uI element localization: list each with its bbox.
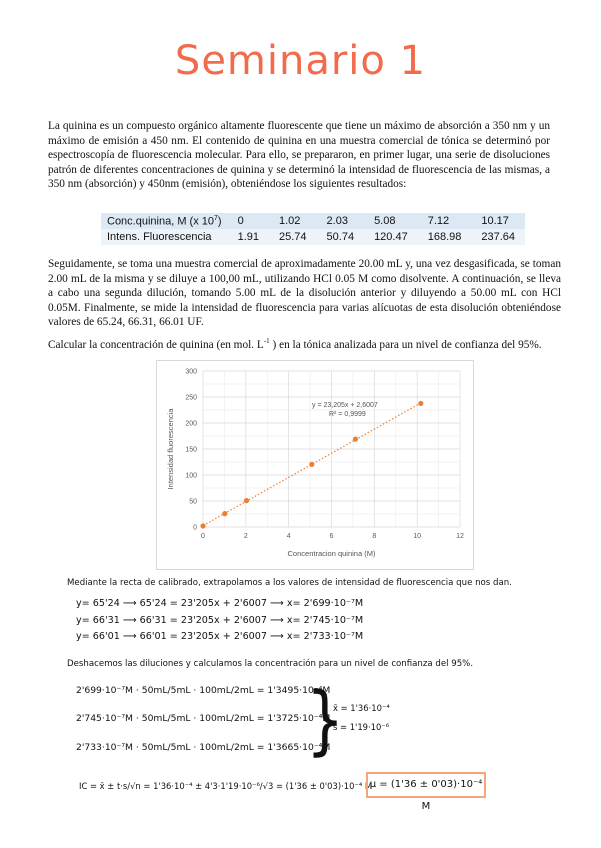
y-tick-label: 150 [185, 446, 197, 454]
y-tick-label: 200 [185, 420, 197, 428]
x-tick-label: 2 [243, 533, 248, 540]
y-tick-label: 50 [189, 498, 197, 506]
table-cell: 120.47 [364, 229, 418, 245]
table-row [101, 213, 525, 229]
dilution-calc-1: 2'699·10⁻⁷M · 50mL/5mL · 100mL/2mL = 1'3495·10⁻⁴M [76, 685, 331, 696]
brace-icon: } [306, 676, 345, 765]
question-paragraph: Calcular la concentración de quinina (en mol. $L^{-1}$ ) en la tónica analizada para un nivel de confianza del 95%. [48, 337, 542, 351]
table-cell: 1.91 [228, 229, 269, 245]
mean-value: x̄ = 1'36·10⁻⁴ [333, 703, 390, 713]
page-title: Seminario 1 [174, 38, 427, 84]
note-calibration: Mediante la recta de calibrado, extrapolamos a los valores de intensidad de fluorescencia que nos dan. [67, 578, 512, 588]
trend-r2: R² = 0,9999 [329, 411, 366, 418]
handwritten-equation-1: y= 65'24 ⟶ 65'24 = 23'205x + 2'6007 ⟶ x= 2'699·10⁻⁷M [76, 598, 364, 609]
y-tick-label: 250 [185, 394, 197, 402]
data-point [309, 462, 314, 467]
x-tick-label: 4 [286, 533, 291, 540]
final-result-box: μ = (1'36 ± 0'03)·10⁻⁴ M [366, 772, 486, 798]
x-tick-label: 10 [413, 533, 422, 540]
table-cell: 10.17 [471, 213, 525, 229]
dilution-calc-3: 2'733·10⁻⁷M · 50mL/5mL · 100mL/2mL = 1'3665·10⁻⁴M [76, 742, 331, 753]
calibration-chart [156, 360, 474, 570]
y-tick-label: 100 [185, 472, 197, 480]
note-dilution: Deshacemos las diluciones y calculamos la concentración para un nivel de confianza del 95%. [67, 659, 474, 669]
table-cell: 2.03 [317, 213, 365, 229]
x-tick-label: 0 [201, 533, 205, 540]
x-tick-label: 8 [372, 533, 377, 540]
y-tick-label: 300 [185, 368, 197, 376]
table-row-label: Conc.quinina, M (x $10^7$) [101, 213, 228, 229]
table-cell: 237.64 [471, 229, 525, 245]
table-cell: 1.02 [269, 213, 317, 229]
x-tick-label: 6 [329, 533, 334, 540]
table-cell: 0 [228, 213, 269, 229]
y-axis-label: Intensidad fluorescencia [166, 408, 175, 490]
calibration-chart-svg [157, 361, 473, 569]
trend-equation: y = 23,205x + 2,6007 [312, 402, 378, 409]
table-cell: 50.74 [317, 229, 365, 245]
data-point [418, 401, 423, 406]
std-dev-value: s = 1'19·10⁻⁶ [333, 722, 390, 732]
confidence-interval-calc: IC = x̄ ± t·s/√n = 1'36·10⁻⁴ ± 4'3·1'19·10⁻⁶/√3 = (1'36 ± 0'03)·10⁻⁴ M [79, 781, 373, 791]
dilution-calc-2: 2'745·10⁻⁷M · 50mL/5mL · 100mL/2mL = 1'3725·10⁻⁴M [76, 713, 331, 724]
table-cell: 25.74 [269, 229, 317, 245]
x-axis-label: Concentracion quinina (M) [287, 549, 376, 558]
table-row [101, 229, 525, 245]
intro-paragraph: La quinina es un compuesto orgánico altamente fluorescente que tiene un máximo de absorción a 350 nm y un máximo de emisión a 450 nm. El contenido de quinina en una muestra comercial de tónica se determinó por espectroscopía de fluorescencia molecular. Para ello, se prepararon, en primer lugar, una serie de disoluciones patrón de diferentes concentraciones de quinina y se determinó la intensidad de fluorescencia de las mismas, a 350 nm (absorción) y 450nm (emisión), obteniéndose los siguientes resultados: [48, 120, 550, 191]
handwritten-equation-3: y= 66'01 ⟶ 66'01 = 23'205x + 2'6007 ⟶ x= 2'733·10⁻⁷M [76, 631, 364, 642]
table-row-label: Intens. Fluorescencia [101, 229, 228, 245]
table-cell: 5.08 [364, 213, 418, 229]
procedure-paragraph: Seguidamente, se toma una muestra comercial de aproximadamente 20.00 mL y, una vez desgasificada, se toman 2.00 mL de la misma y se diluye a 100,00 mL, utilizando HCl 0.05 M como disolvente. A continuación, se lleva a cabo una segunda dilución, tomando 5.00 mL de la disolución anterior y diluyendo a 50.00 mL con HCl 0.05M. Finalmente, se mide la intensidad de fluorescencia para varias alícuotas de esta disolución obteniéndose valores de 65.24, 66.31, 66.01 UF. [48, 258, 561, 329]
data-point [222, 511, 227, 516]
table-cell: 7.12 [418, 213, 472, 229]
y-tick-label: 0 [193, 524, 197, 532]
data-point [244, 498, 249, 503]
data-point [353, 437, 358, 442]
x-tick-label: 12 [456, 533, 464, 540]
results-table [101, 213, 525, 245]
data-point [200, 523, 205, 528]
table-cell: 168.98 [418, 229, 472, 245]
handwritten-equation-2: y= 66'31 ⟶ 66'31 = 23'205x + 2'6007 ⟶ x= 2'745·10⁻⁷M [76, 615, 364, 626]
